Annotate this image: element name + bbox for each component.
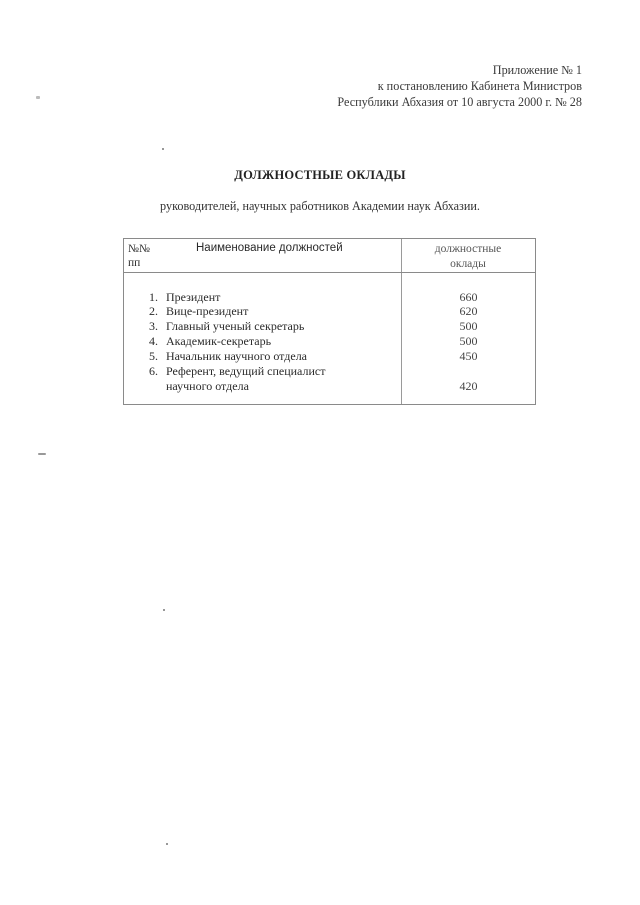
row-position: Президент [166, 290, 221, 304]
row-salary: 450 [459, 349, 478, 363]
row-number: 5. [149, 349, 158, 363]
appendix-reference: к постановлению Кабинета Министров [377, 79, 582, 93]
appendix-header [337, 62, 582, 110]
row-number: 3. [149, 319, 158, 333]
row-number: 4. [149, 334, 158, 348]
scan-speck [162, 148, 164, 150]
appendix-date: Республики Абхазия от 10 августа 2000 г. № 28 [337, 95, 582, 109]
appendix-number: Приложение № 1 [492, 63, 582, 77]
scan-speck [36, 96, 40, 99]
scan-speck [163, 609, 165, 611]
row-position: Референт, ведущий специалист [166, 364, 326, 378]
row-position: Главный ученый секретарь [166, 319, 305, 333]
column-header-number [128, 242, 150, 270]
scan-speck [166, 843, 168, 845]
document-title: ДОЛЖНОСТНЫЕ ОКЛАДЫ [234, 168, 406, 182]
row-number: 1. [149, 290, 158, 304]
column-header-number-line2: пп [128, 257, 141, 269]
row-number: 6. [149, 364, 158, 378]
row-salary: 620 [459, 304, 478, 318]
column-header-number-line1: №№ [128, 243, 150, 255]
column-header-salary [409, 242, 527, 272]
row-position: Начальник научного отдела [166, 349, 308, 363]
row-salary: 500 [459, 319, 478, 333]
row-position: Вице-президент [166, 304, 249, 318]
column-header-salary-line1: должностные [434, 243, 502, 255]
salary-table [123, 238, 536, 405]
column-header-salary-line2: оклады [450, 258, 486, 270]
row-position: Академик-секретарь [166, 334, 272, 348]
scan-speck [38, 453, 46, 455]
column-header-position: Наименование должностей [196, 242, 343, 254]
header-divider [124, 272, 535, 273]
row-position-continued: научного отдела [166, 379, 249, 393]
row-salary: 500 [459, 334, 478, 348]
row-number: 2. [149, 304, 158, 318]
row-salary: 660 [459, 290, 478, 304]
row-salary: 420 [459, 379, 478, 393]
document-subtitle: руководителей, научных работников Академии наук Абхазии. [160, 199, 480, 213]
